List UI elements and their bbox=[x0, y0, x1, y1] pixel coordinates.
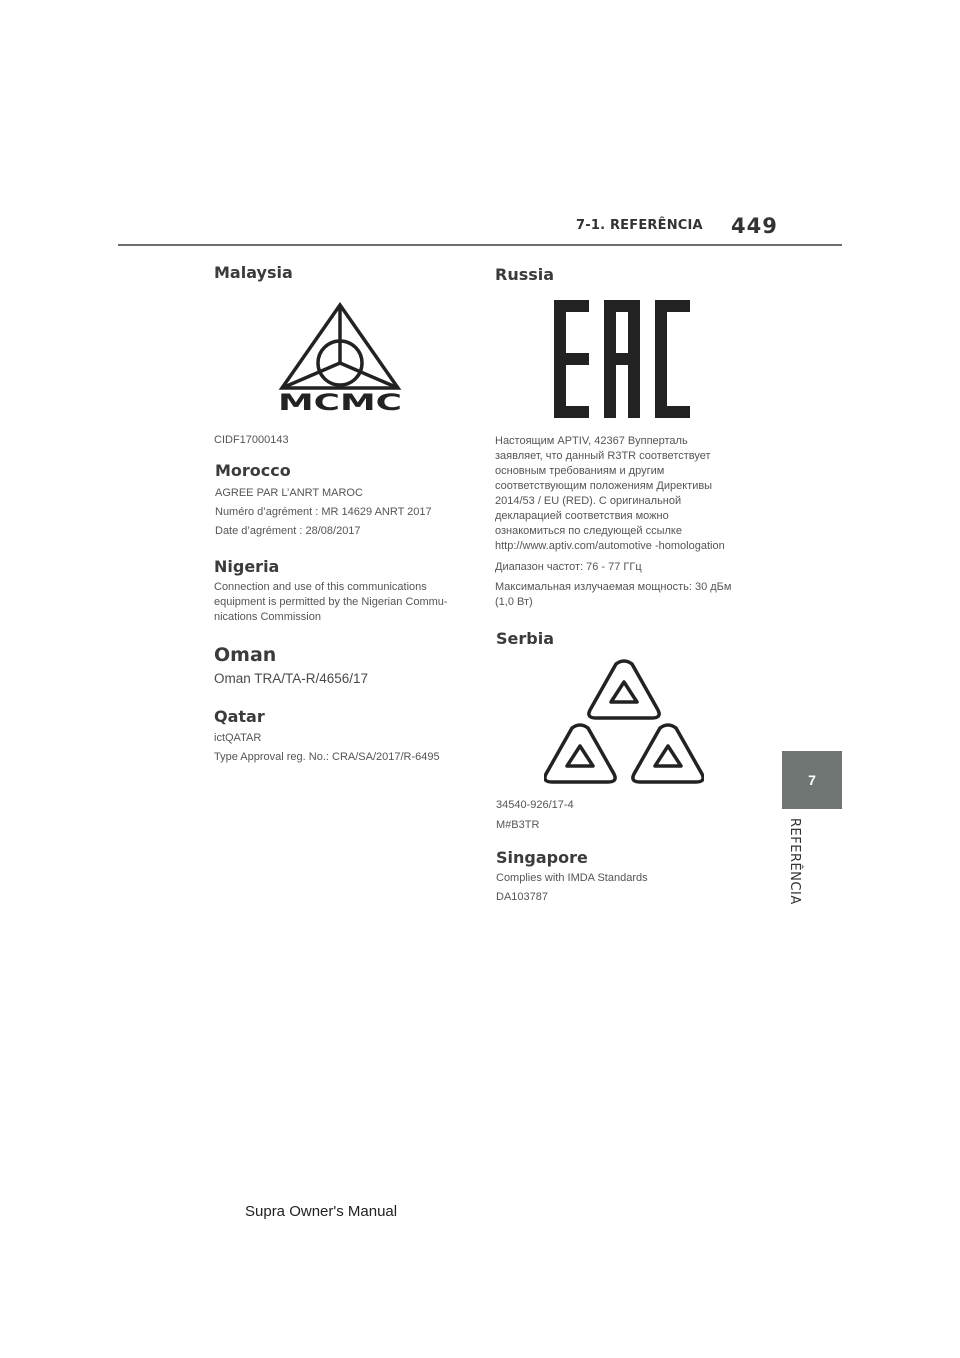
eac-logo-icon bbox=[552, 298, 692, 420]
morocco-line-1: AGREE PAR L’ANRT MAROC bbox=[215, 487, 363, 499]
malaysia-code: CIDF17000143 bbox=[214, 434, 289, 446]
russia-title: Russia bbox=[495, 265, 555, 284]
morocco-line-2: Numéro d’agrément : MR 14629 ANRT 2017 bbox=[215, 506, 432, 518]
singapore-line-2: DA103787 bbox=[496, 891, 548, 903]
qatar-line-1: ictQATAR bbox=[214, 732, 262, 744]
page-number: 449 bbox=[731, 214, 778, 238]
russia-power: Максимальная излучаемая мощность: 30 дБм (1,0 Вт) bbox=[495, 581, 732, 608]
serbia-line-1: 34540-926/17-4 bbox=[496, 799, 574, 811]
footer-manual-title: Supra Owner's Manual bbox=[245, 1203, 398, 1220]
mcmc-logo-icon bbox=[276, 302, 404, 412]
oman-title: Oman bbox=[214, 644, 277, 666]
singapore-title: Singapore bbox=[496, 848, 588, 867]
russia-declaration: Настоящим APTIV, 42367 Вупперталь заявляет, что данный R3TR соответствует основным требованиям и другим соответствующим положениям Директивы 2014/53 / EU (RED). С оригинальной декларацией соответствия можно ознакомиться по следующей ссылке http://www.aptiv.com/automotive -homologation bbox=[495, 435, 725, 552]
nigeria-text: Connection and use of this communications equipment is permitted by the Nigerian Commu-nications Commission bbox=[214, 581, 448, 623]
mcmc-logo-text: MCMC bbox=[278, 391, 402, 412]
oman-text: Oman TRA/TA-R/4656/17 bbox=[214, 671, 369, 686]
qatar-line-2: Type Approval reg. No.: CRA/SA/2017/R-6495 bbox=[214, 751, 440, 763]
malaysia-title: Malaysia bbox=[214, 263, 293, 282]
qatar-title: Qatar bbox=[214, 707, 265, 726]
section-header: 7-1. REFERÊNCIA bbox=[576, 218, 703, 233]
morocco-title: Morocco bbox=[215, 461, 291, 480]
singapore-line-1: Complies with IMDA Standards bbox=[496, 872, 648, 884]
serbia-title: Serbia bbox=[496, 629, 554, 648]
chapter-tab[interactable]: 7 bbox=[782, 751, 842, 809]
serbia-line-2: M#B3TR bbox=[496, 819, 540, 831]
chapter-label-text: REFERÊNCIA bbox=[787, 818, 802, 905]
chapter-label bbox=[780, 818, 810, 928]
serbia-triangles-logo-icon bbox=[544, 658, 704, 788]
morocco-line-3: Date d’agrément : 28/08/2017 bbox=[215, 525, 361, 537]
russia-frequency: Диапазон частот: 76 - 77 ГГц bbox=[495, 561, 642, 573]
nigeria-title: Nigeria bbox=[214, 557, 280, 576]
header-rule bbox=[118, 244, 842, 246]
